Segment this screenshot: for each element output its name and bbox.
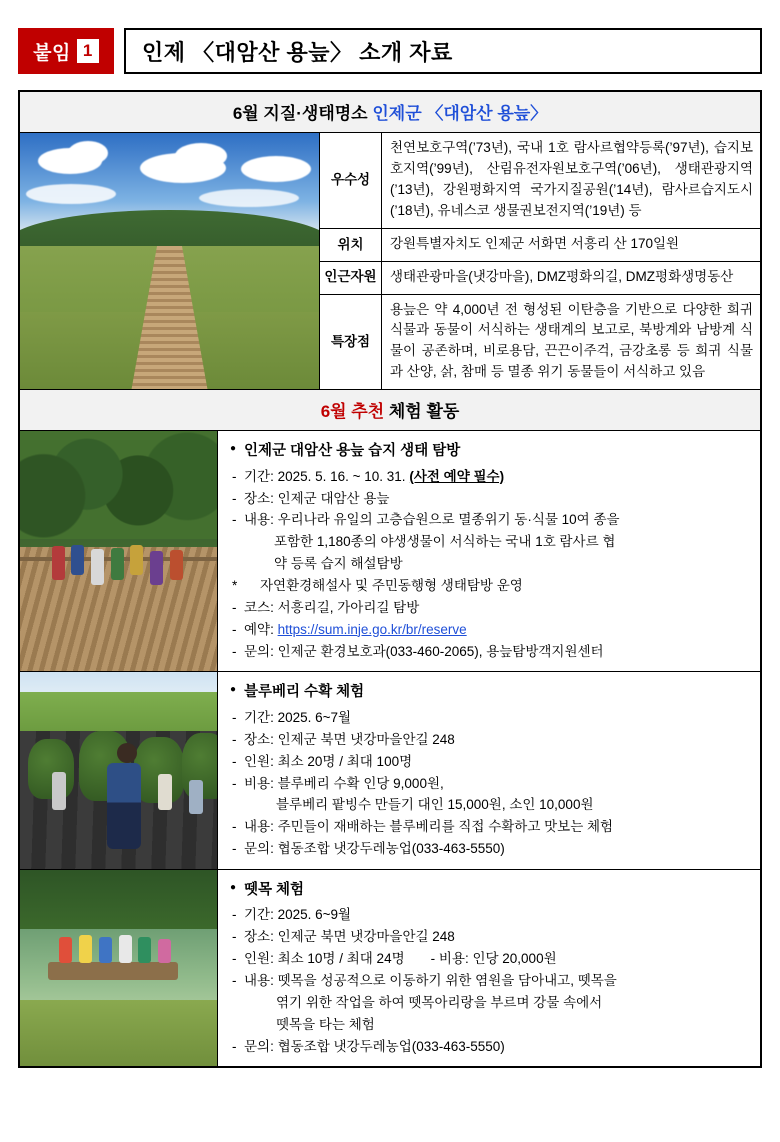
- reservation-link[interactable]: https://sum.inje.go.kr/br/reserve: [277, 621, 467, 637]
- activity-line: [230, 466, 750, 488]
- section1-info-table: [320, 133, 760, 389]
- section1-band: [20, 92, 760, 133]
- activity-row: [20, 431, 760, 672]
- document-table: [18, 90, 762, 1068]
- section2-band-highlight: 6월 추천: [320, 402, 385, 422]
- attachment-number: 1: [77, 39, 99, 63]
- attachment-label: 붙임: [33, 42, 71, 64]
- activity-line-cont: 약 등록 습지 해설탐방: [274, 556, 403, 572]
- activity-line: - 내용: 우리나라 유일의 고층습원으로 멸종위기 동·식물 10여 종을: [230, 509, 750, 531]
- line-text: 예약:: [244, 621, 278, 637]
- activity-line: - 내용: 뗏목을 성공적으로 이동하기 위한 염원을 담아내고, 뗏목을: [230, 970, 750, 992]
- section1-band-highlight: 인제군 〈대암산 용늪〉: [372, 104, 548, 123]
- activity-line: - 장소: 인제군 북면 냇강마을안길 248: [230, 926, 750, 948]
- section1-band-prefix: 6월 지질·생태명소: [232, 104, 373, 123]
- yongneup-eco-tour-photo: [20, 431, 218, 671]
- activity-line: - 문의: 협동조합 냇강두레농업(033-463-5550): [230, 1036, 750, 1058]
- activity-line-cont: 포함한 1,180종의 야생생물이 서식하는 국내 1호 람사르 협: [274, 534, 616, 550]
- activity-line-cont: 뗏목을 타는 체험: [276, 1016, 375, 1032]
- activity-body: [218, 870, 760, 1067]
- activity-line: - 장소: 인제군 북면 냇강마을안길 248: [230, 729, 750, 751]
- line-text-secondary: - 비용: 인당 20,000원: [430, 951, 557, 967]
- activity-title: ● 인제군 대암산 용늪 습지 생태 탐방: [230, 440, 750, 463]
- activity-line: - 기간: 2025. 6~9월: [230, 904, 750, 926]
- activity-line: [230, 619, 750, 641]
- activity-line: - 장소: 인제군 대암산 용늪: [230, 488, 750, 510]
- line-text: 기간: 2025. 5. 16. ~ 10. 31.: [244, 468, 410, 484]
- row-label: 인근자원: [320, 262, 382, 294]
- activity-line: - 내용: 주민들이 재배하는 블루베리를 직접 수확하고 맛보는 체험: [230, 816, 750, 838]
- row-value: 천연보호구역(’73년), 국내 1호 람사르협약등록(’97년), 습지보호지역(’99년), 산림유전자원보호구역(’06년), 생태관광지역(’13년), 강원평화지역 국가지질공원(’14년), 람사르습지도시(’18년), 유네스코 생물권보전지역(’19년) 등: [390, 140, 753, 218]
- table-row: [320, 133, 760, 229]
- activity-line: - 기간: 2025. 6~7월: [230, 707, 750, 729]
- activity-line: - 비용: 블루베리 수확 인당 9,000원,: [230, 773, 750, 795]
- table-row: [320, 229, 760, 262]
- line-emphasis: (사전 예약 필수): [409, 468, 505, 484]
- row-value: 생태관광마을(냇강마을), DMZ평화의길, DMZ평화생명동산: [390, 268, 734, 284]
- row-label: 특장점: [320, 295, 382, 390]
- document-header: [18, 28, 762, 74]
- activity-row: [20, 870, 760, 1067]
- blueberry-harvest-photo: [20, 672, 218, 869]
- activity-line-cont: 엮기 위한 작업을 하여 뗏목아리랑을 부르며 강물 속에서: [276, 994, 603, 1010]
- section2-band-suffix: 체험 활동: [384, 402, 460, 422]
- activity-line: [230, 948, 750, 970]
- section2-band: [20, 390, 760, 431]
- line-text: 인원: 최소 10명 / 최대 24명: [244, 951, 405, 967]
- row-label: 우수성: [320, 133, 382, 228]
- raft-experience-photo: [20, 870, 218, 1067]
- section1-content: [20, 133, 760, 390]
- activity-note: * 자연환경해설사 및 주민동행형 생태탐방 운영: [230, 575, 750, 597]
- table-row: [320, 295, 760, 390]
- activity-line: - 코스: 서흥리길, 가아리길 탐방: [230, 597, 750, 619]
- activity-row: [20, 672, 760, 870]
- row-label: 위치: [320, 229, 382, 261]
- activity-body: [218, 431, 760, 671]
- table-row: [320, 262, 760, 295]
- activity-line: - 문의: 협동조합 냇강두레농업(033-463-5550): [230, 838, 750, 860]
- page-title: 인제 〈대암산 용늪〉 소개 자료: [124, 28, 762, 74]
- activity-body: [218, 672, 760, 869]
- activity-line-cont: 블루베리 팥빙수 만들기 대인 15,000원, 소인 10,000원: [276, 797, 594, 813]
- row-value: 용늪은 약 4,000년 전 형성된 이탄층을 기반으로 다양한 희귀 식물과 동물이 서식하는 생태계의 보고로, 북방계와 남방계 식물이 공존하며, 비로용담, 끈끈이주걱, 금강초롱 등 희귀 식물과 산양, 삵, 참매 등 멸종 위기 동물들이 서식하고 있음: [390, 301, 753, 380]
- activity-title: ● 블루베리 수확 체험: [230, 681, 750, 704]
- attachment-badge: [18, 28, 114, 74]
- activity-line: - 인원: 최소 20명 / 최대 100명: [230, 751, 750, 773]
- daeamsan-yongneup-wetland-photo: [20, 133, 320, 389]
- row-value: 강원특별자치도 인제군 서화면 서흥리 산 170일원: [390, 235, 680, 251]
- activity-title: ● 뗏목 체험: [230, 879, 750, 902]
- activity-line: - 문의: 인제군 환경보호과(033-460-2065), 용늪탐방객지원센터: [230, 641, 750, 663]
